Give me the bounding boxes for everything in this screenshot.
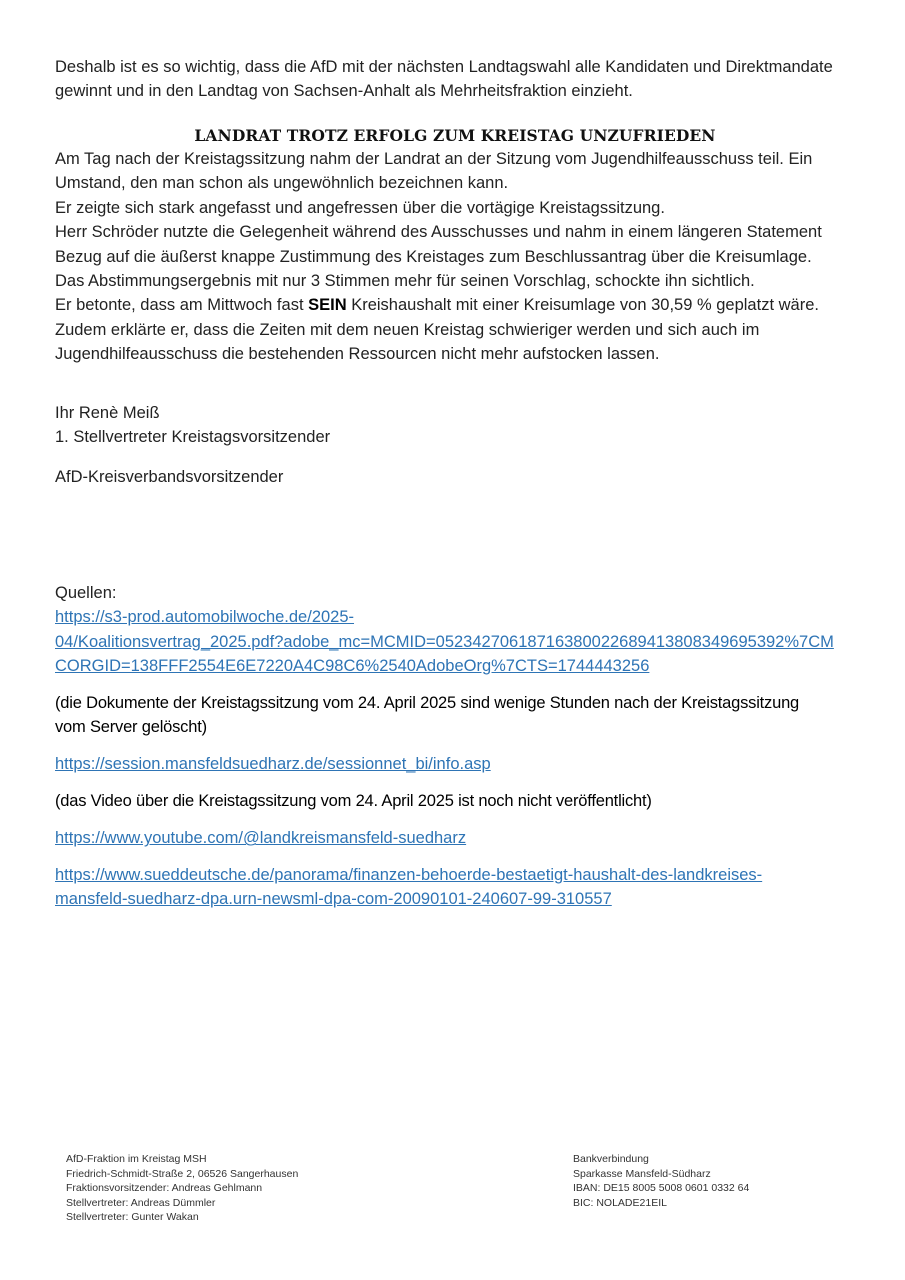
source-link-4[interactable] xyxy=(55,863,855,912)
source-link-line[interactable]: CORGID=138FFF2554E6E7220A4C98C6%2540AdobeOrg%7CTS=1744443256 xyxy=(55,657,650,676)
body-line: Jugendhilfeausschuss die bestehenden Ressourcen nicht mehr aufstocken lassen. xyxy=(55,345,660,364)
intro-paragraph xyxy=(55,55,855,104)
source-link-line[interactable]: https://www.sueddeutsche.de/panorama/finanzen-behoerde-bestaetigt-haushalt-des-landkreises- xyxy=(55,865,763,884)
footer-line: Sparkasse Mansfeld-Südharz xyxy=(573,1167,711,1180)
body-paragraph xyxy=(55,147,855,367)
signature-role: 1. Stellvertreter Kreistagsvorsitzender xyxy=(55,428,331,446)
note-line: (die Dokumente der Kreistagssitzung vom 24. April 2025 sind wenige Stunden nach der Kreistagssitzung xyxy=(55,693,800,712)
footer-line: Fraktionsvorsitzender: Andreas Gehlmann xyxy=(66,1182,263,1195)
body-line: Herr Schröder nutzte die Gelegenheit während des Ausschusses und nahm in einem längeren Statement xyxy=(55,223,822,242)
source-link-2[interactable]: https://session.mansfeldsuedharz.de/sessionnet_bi/info.asp xyxy=(55,755,491,774)
footer-address xyxy=(66,1152,298,1225)
footer-line: Stellvertreter: Gunter Wakan xyxy=(66,1211,199,1224)
footer-line: IBAN: DE15 8005 5008 0601 0332 64 xyxy=(573,1182,750,1195)
body-line: Am Tag nach der Kreistagssitzung nahm der Landrat an der Sitzung vom Jugendhilfeausschuss teil. Ein xyxy=(55,150,813,168)
source-note-1 xyxy=(55,691,855,740)
body-line-emphasis xyxy=(55,293,855,317)
emphasis-word: SEIN xyxy=(308,296,347,315)
intro-line: Deshalb ist es so wichtig, dass die AfD mit der nächsten Landtagswahl alle Kandidaten und Direktmandate xyxy=(55,58,833,76)
footer-line: AfD-Fraktion im Kreistag MSH xyxy=(66,1153,207,1165)
body-text: Er betonte, dass am Mittwoch fast xyxy=(55,296,309,315)
footer-line: BIC: NOLADE21EIL xyxy=(573,1196,667,1209)
note-line: vom Server gelöscht) xyxy=(55,718,207,737)
source-link-line[interactable]: https://s3-prod.automobilwoche.de/2025- xyxy=(55,608,355,627)
footer-bank xyxy=(573,1152,749,1210)
body-line: Bezug auf die äußerst knappe Zustimmung des Kreistages zum Beschlussantrag über die Kreisumlage. xyxy=(55,247,812,266)
body-text: Kreishaushalt mit einer Kreisumlage von 30,59 % geplatzt wäre. xyxy=(346,296,819,315)
body-line: Umstand, den man schon als ungewöhnlich bezeichnen kann. xyxy=(55,174,509,193)
source-link-3[interactable]: https://www.youtube.com/@landkreismansfeld-suedharz xyxy=(55,829,467,848)
footer-line: Stellvertreter: Andreas Dümmler xyxy=(66,1196,216,1209)
sources-label: Quellen: xyxy=(55,584,117,602)
section-heading: LANDRAT TROTZ ERFOLG ZUM KREISTAG UNZUFRIEDEN xyxy=(194,126,716,145)
source-link-1[interactable] xyxy=(55,605,855,678)
source-link-line[interactable]: mansfeld-suedharz-dpa.urn-newsml-dpa-com-20090101-240607-99-310557 xyxy=(55,890,612,909)
body-line: Er zeigte sich stark angefasst und angefressen über die vortägige Kreistagssitzung. xyxy=(55,198,665,217)
footer-line: Friedrich-Schmidt-Straße 2, 06526 Sangerhausen xyxy=(66,1167,299,1180)
body-line: Das Abstimmungsergebnis mit nur 3 Stimmen mehr für seinen Vorschlag, schockte ihn sichtlich. xyxy=(55,272,755,291)
source-link-line[interactable]: 04/Koalitionsvertrag_2025.pdf?adobe_mc=MCMID=05234270618716380022689413808349695392%7CM xyxy=(55,632,834,651)
signature-role: AfD-Kreisverbandsvorsitzender xyxy=(55,468,284,486)
body-line: Zudem erklärte er, dass die Zeiten mit dem neuen Kreistag schwieriger werden und sich auch im xyxy=(55,320,760,339)
signature-greeting: Ihr Renè Meiß xyxy=(55,404,160,422)
source-note-2: (das Video über die Kreistagssitzung vom 24. April 2025 ist noch nicht veröffentlicht) xyxy=(55,791,652,810)
footer-line: Bankverbindung xyxy=(573,1153,649,1165)
sources-section xyxy=(55,581,855,911)
intro-line: gewinnt und in den Landtag von Sachsen-Anhalt als Mehrheitsfraktion einzieht. xyxy=(55,82,633,101)
